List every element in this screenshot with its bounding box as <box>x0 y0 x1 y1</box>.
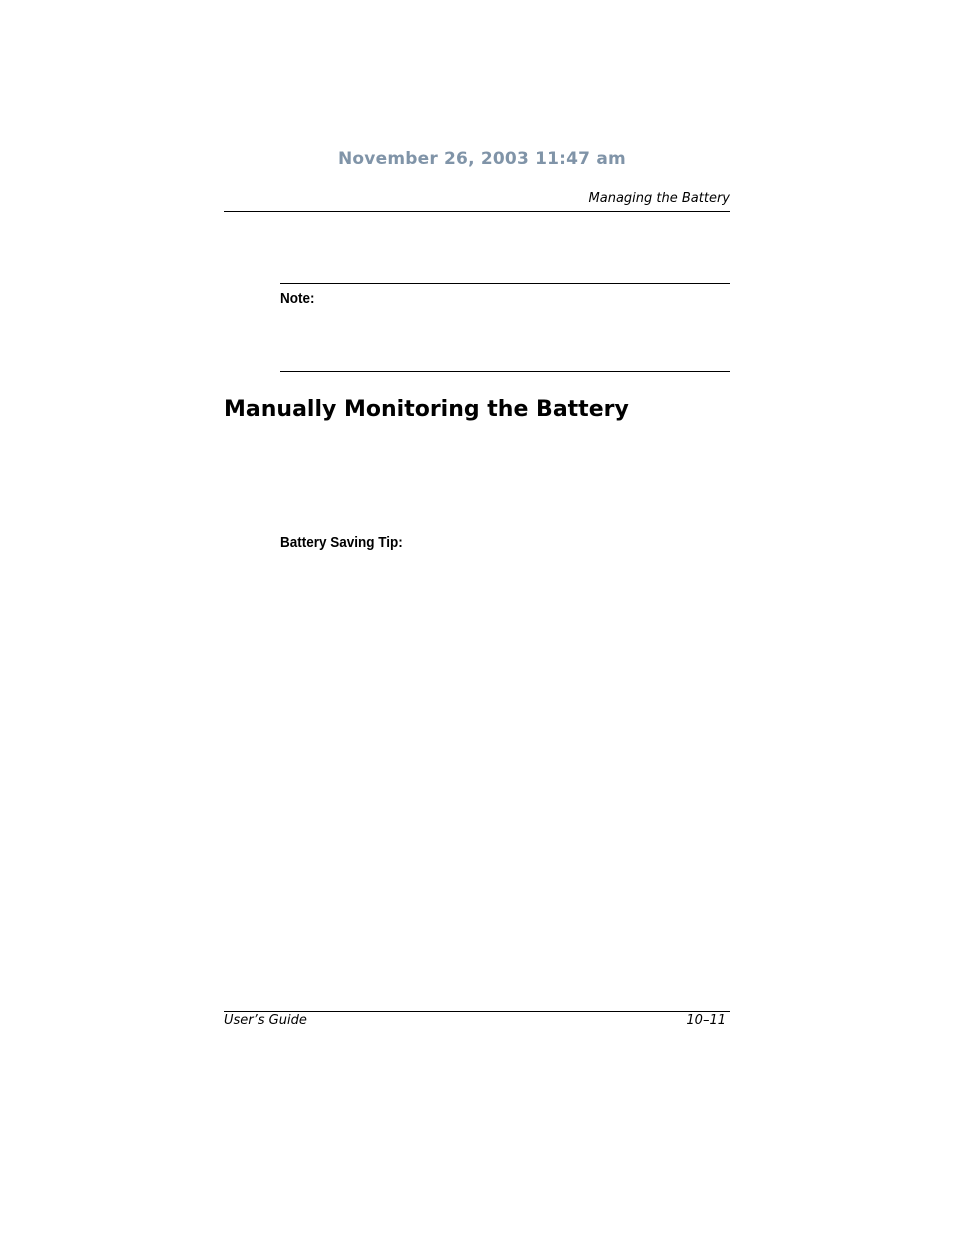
header-divider <box>224 211 730 212</box>
footer-guide-name: User’s Guide <box>224 1013 307 1028</box>
note-bottom-divider <box>280 371 730 372</box>
footer-page-number: 10–11 <box>686 1013 726 1028</box>
print-timestamp: November 26, 2003 11:47 am <box>338 149 626 169</box>
note-label: Note: <box>280 290 315 307</box>
battery-tip-label: Battery Saving Tip: <box>280 534 403 551</box>
footer-divider <box>224 1011 730 1012</box>
section-heading: Manually Monitoring the Battery <box>224 397 629 422</box>
running-header: Managing the Battery <box>588 191 730 206</box>
note-top-divider <box>280 283 730 284</box>
